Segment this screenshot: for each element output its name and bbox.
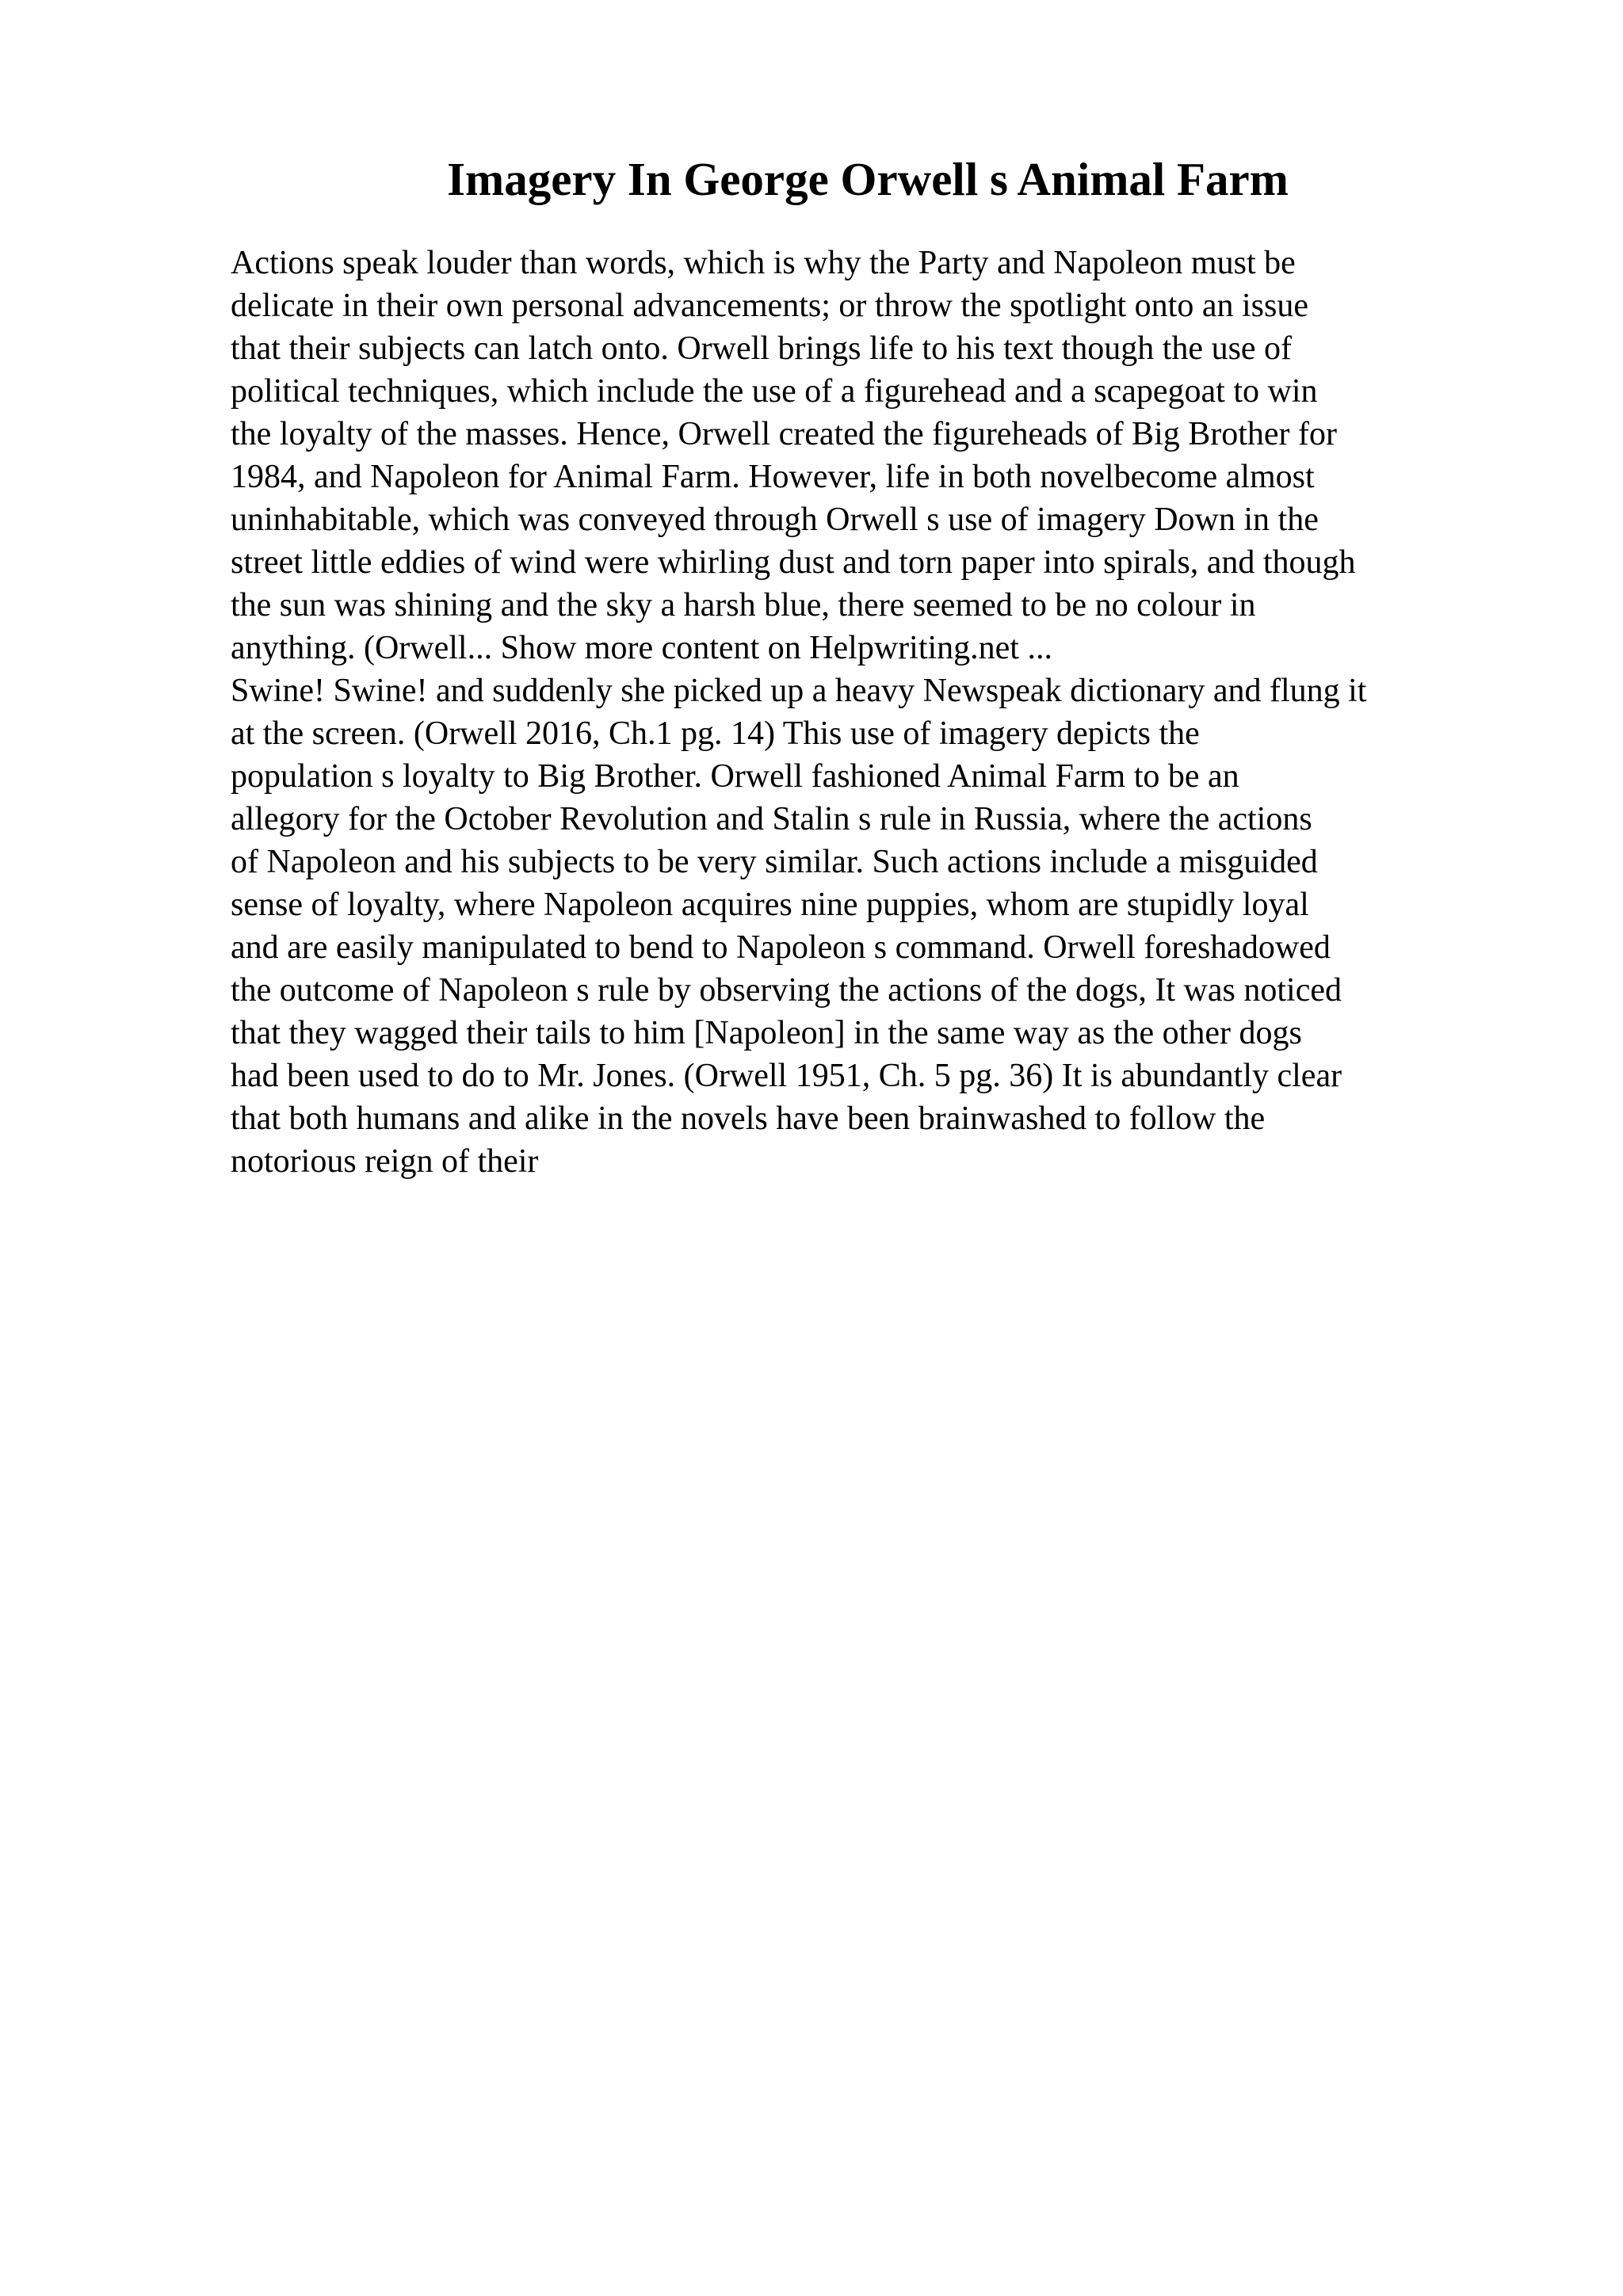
body-line: Swine! Swine! and suddenly she picked up a heavy Newspeak dictionary and flung it xyxy=(231,673,1367,709)
body-line: at the screen. (Orwell 2016, Ch.1 pg. 14) This use of imagery depicts the xyxy=(231,715,1200,752)
body-line: that their subjects can latch onto. Orwell brings life to his text though the use of xyxy=(231,330,1293,367)
body-line: and are easily manipulated to bend to Napoleon s command. Orwell foreshadowed xyxy=(231,929,1331,966)
body-line: the sun was shining and the sky a harsh blue, there seemed to be no colour in xyxy=(231,587,1256,624)
body-line: uninhabitable, which was conveyed through Orwell s use of imagery Down in the xyxy=(231,502,1319,538)
body-line: delicate in their own personal advancements; or throw the spotlight onto an issue xyxy=(231,288,1308,324)
document-title: Imagery In George Orwell s Animal Farm xyxy=(447,153,1289,205)
body-line: notorious reign of their xyxy=(231,1143,539,1180)
body-line: allegory for the October Revolution and Stalin s rule in Russia, where the actions xyxy=(231,801,1312,837)
body-line: anything. (Orwell... Show more content on Helpwriting.net ... xyxy=(231,630,1052,666)
body-line: Actions speak louder than words, which is why the Party and Napoleon must be xyxy=(231,245,1296,281)
body-line: population s loyalty to Big Brother. Orwell fashioned Animal Farm to be an xyxy=(231,758,1239,795)
body-line: political techniques, which include the use of a figurehead and a scapegoat to win xyxy=(231,373,1318,410)
body-line: had been used to do to Mr. Jones. (Orwell 1951, Ch. 5 pg. 36) It is abundantly clear xyxy=(231,1058,1342,1094)
document-body xyxy=(231,242,1530,1183)
body-line: that both humans and alike in the novels have been brainwashed to follow the xyxy=(231,1100,1266,1137)
body-line: 1984, and Napoleon for Animal Farm. However, life in both novelbecome almost xyxy=(231,459,1315,495)
body-line: the outcome of Napoleon s rule by observing the actions of the dogs, It was noticed xyxy=(231,972,1342,1009)
body-line: that they wagged their tails to him [Napoleon] in the same way as the other dogs xyxy=(231,1015,1302,1051)
body-line: sense of loyalty, where Napoleon acquires nine puppies, whom are stupidly loyal xyxy=(231,887,1309,923)
body-line: the loyalty of the masses. Hence, Orwell created the figureheads of Big Brother for xyxy=(231,416,1338,452)
body-line: of Napoleon and his subjects to be very similar. Such actions include a misguided xyxy=(231,844,1318,880)
body-line: street little eddies of wind were whirling dust and torn paper into spirals, and though xyxy=(231,544,1356,581)
